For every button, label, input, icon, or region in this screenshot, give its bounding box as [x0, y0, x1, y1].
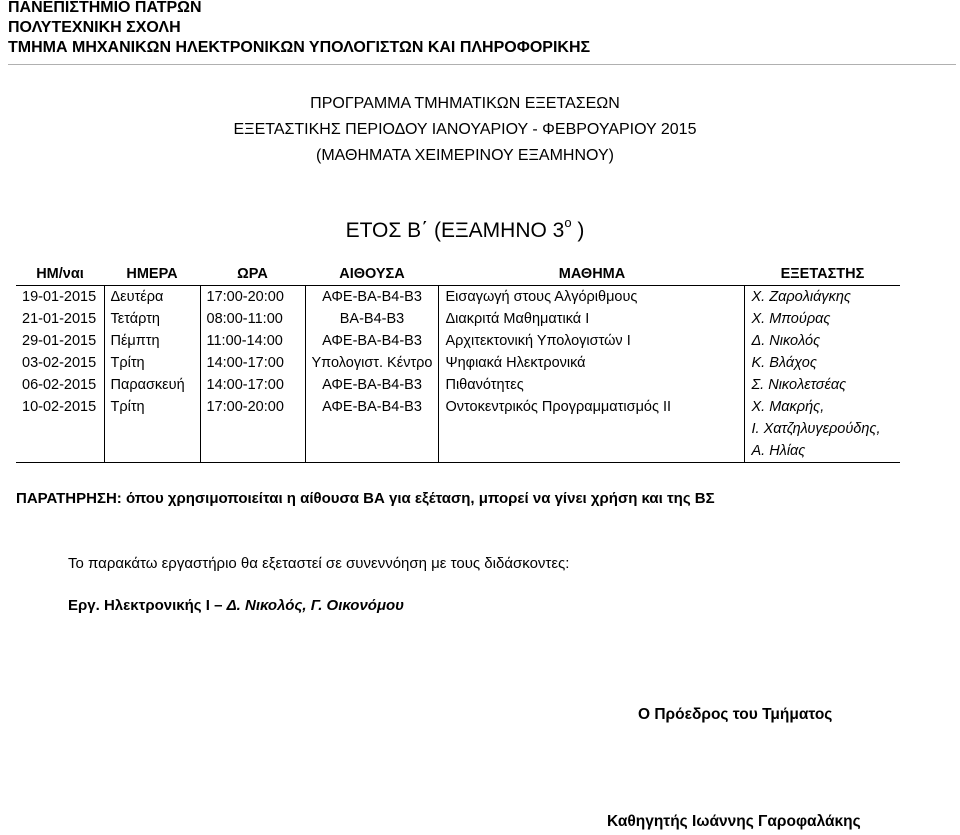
cell-time: 08:00-11:00 — [200, 308, 305, 330]
semester-type: (ΜΑΘΗΜΑΤΑ ΧΕΙΜΕΡΙΝΟΥ ΕΞΑΜΗΝΟΥ) — [316, 147, 614, 164]
cell-examiner: Σ. Νικολετσέας — [745, 374, 900, 396]
cell-course: Αρχιτεκτονική Υπολογιστών Ι — [439, 330, 745, 352]
table-row — [16, 374, 900, 396]
table-row — [16, 330, 900, 352]
cell-course: Διακριτά Μαθηματικά Ι — [439, 308, 745, 330]
cell-date: 21-01-2015 — [22, 311, 97, 327]
cell-examiner-multi — [745, 396, 900, 463]
cell-date: 29-01-2015 — [22, 333, 97, 349]
year-heading — [0, 210, 930, 246]
table-row — [16, 308, 900, 330]
department-name: ΤΜΗΜΑ ΜΗΧΑΝΙΚΩΝ ΗΛΕΚΤΡΟΝΙΚΩΝ ΥΠΟΛΟΓΙΣΤΩΝ ΚΑΙ ΠΛΗΡΟΦΟΡΙΚΗΣ — [8, 39, 591, 56]
col-header-room: ΑΙΘΟΥΣΑ — [305, 263, 439, 286]
cell-room: ΒΑ-Β4-Β3 — [305, 308, 439, 330]
cell-date: 06-02-2015 — [22, 377, 97, 393]
cell-course: Πιθανότητες — [439, 374, 745, 396]
cell-examiner: Κ. Βλάχος — [745, 352, 900, 374]
year-heading-text: ΕΤΟΣ Β΄ (ΕΞΑΜΗΝΟ 3 — [345, 219, 565, 242]
cell-day: Δευτέρα — [104, 286, 200, 309]
signature-name: Καθηγητής Ιωάννης Γαροφαλάκης — [607, 813, 861, 830]
col-header-day: ΗΜΕΡΑ — [104, 263, 200, 286]
lab-name: Εργ. Ηλεκτρονικής Ι – — [68, 597, 227, 614]
document-title: ΠΡΟΓΡΑΜΜΑ ΤΜΗΜΑΤΙΚΩΝ ΕΞΕΤΑΣΕΩΝ — [310, 95, 620, 112]
lab-exam — [68, 597, 404, 614]
cell-examiner: Χ. Μπούρας — [745, 308, 900, 330]
table-row — [16, 396, 900, 463]
col-header-time: ΩΡΑ — [200, 263, 305, 286]
cell-day: Τρίτη — [104, 396, 200, 463]
cell-room: ΑΦΕ-ΒΑ-Β4-Β3 — [305, 330, 439, 352]
cell-course: Εισαγωγή στους Αλγόριθμους — [439, 286, 745, 309]
cell-day: Πέμπτη — [104, 330, 200, 352]
cell-day: Τετάρτη — [104, 308, 200, 330]
table-row — [16, 352, 900, 374]
cell-time: 14:00-17:00 — [200, 374, 305, 396]
examiner-name: Α. Ηλίας — [751, 443, 806, 459]
school-name: ΠΟΛΥΤΕΧΝΙΚΗ ΣΧΟΛΗ — [8, 19, 181, 36]
table-row — [16, 286, 900, 309]
table-header-row — [16, 263, 900, 286]
cell-room: ΑΦΕ-ΒΑ-Β4-Β3 — [305, 286, 439, 309]
examiner-name: Χ. Μακρής, — [751, 399, 825, 415]
cell-room: Υπολογιστ. Κέντρο — [305, 352, 439, 374]
header-divider — [8, 64, 956, 65]
col-header-course: ΜΑΘΗΜΑ — [439, 263, 745, 286]
cell-date: 03-02-2015 — [22, 355, 97, 371]
col-header-date: ΗΜ/ναι — [16, 263, 104, 286]
university-name: ΠΑΝΕΠΙΣΤΗΜΙΟ ΠΑΤΡΩΝ — [8, 0, 202, 16]
cell-examiner: Χ. Ζαρολιάγκης — [745, 286, 900, 309]
lab-intro: Το παρακάτω εργαστήριο θα εξεταστεί σε συνεννόηση με τους διδάσκοντες: — [68, 555, 570, 572]
cell-time: 11:00-14:00 — [200, 330, 305, 352]
cell-date: 10-02-2015 — [16, 396, 104, 463]
examiner-name: Ι. Χατζηλυγερούδης, — [751, 421, 881, 437]
room-note: ΠΑΡΑΤΗΡΗΣΗ: όπου χρησιμοποιείται η αίθουσα ΒΑ για εξέταση, μπορεί να γίνει χρήση και της ΒΣ — [16, 490, 715, 507]
year-ordinal-sup: ο — [564, 215, 572, 230]
exam-period: ΕΞΕΤΑΣΤΙΚΗΣ ΠΕΡΙΟΔΟΥ ΙΑΝΟΥΑΡΙΟΥ - ΦΕΒΡΟΥΑΡΙΟΥ 2015 — [233, 121, 697, 138]
exam-schedule-table — [16, 263, 900, 463]
year-heading-close: ) — [571, 219, 585, 242]
cell-day: Τρίτη — [104, 352, 200, 374]
lab-examiners: Δ. Νικολός, Γ. Οικονόμου — [226, 597, 405, 614]
signature-title: Ο Πρόεδρος του Τμήματος — [638, 706, 833, 723]
cell-room: ΑΦΕ-ΒΑ-Β4-Β3 — [305, 396, 439, 463]
cell-examiner: Δ. Νικολός — [745, 330, 900, 352]
col-header-examiner: ΕΞΕΤΑΣΤΗΣ — [745, 263, 900, 286]
cell-time: 17:00-20:00 — [200, 286, 305, 309]
cell-course: Ψηφιακά Ηλεκτρονικά — [439, 352, 745, 374]
cell-time: 17:00-20:00 — [200, 396, 305, 463]
cell-time: 14:00-17:00 — [200, 352, 305, 374]
cell-date: 19-01-2015 — [22, 289, 97, 305]
cell-course: Οντοκεντρικός Προγραμματισμός ΙΙ — [439, 396, 745, 463]
cell-day: Παρασκευή — [104, 374, 200, 396]
cell-room: ΑΦΕ-ΒΑ-Β4-Β3 — [305, 374, 439, 396]
